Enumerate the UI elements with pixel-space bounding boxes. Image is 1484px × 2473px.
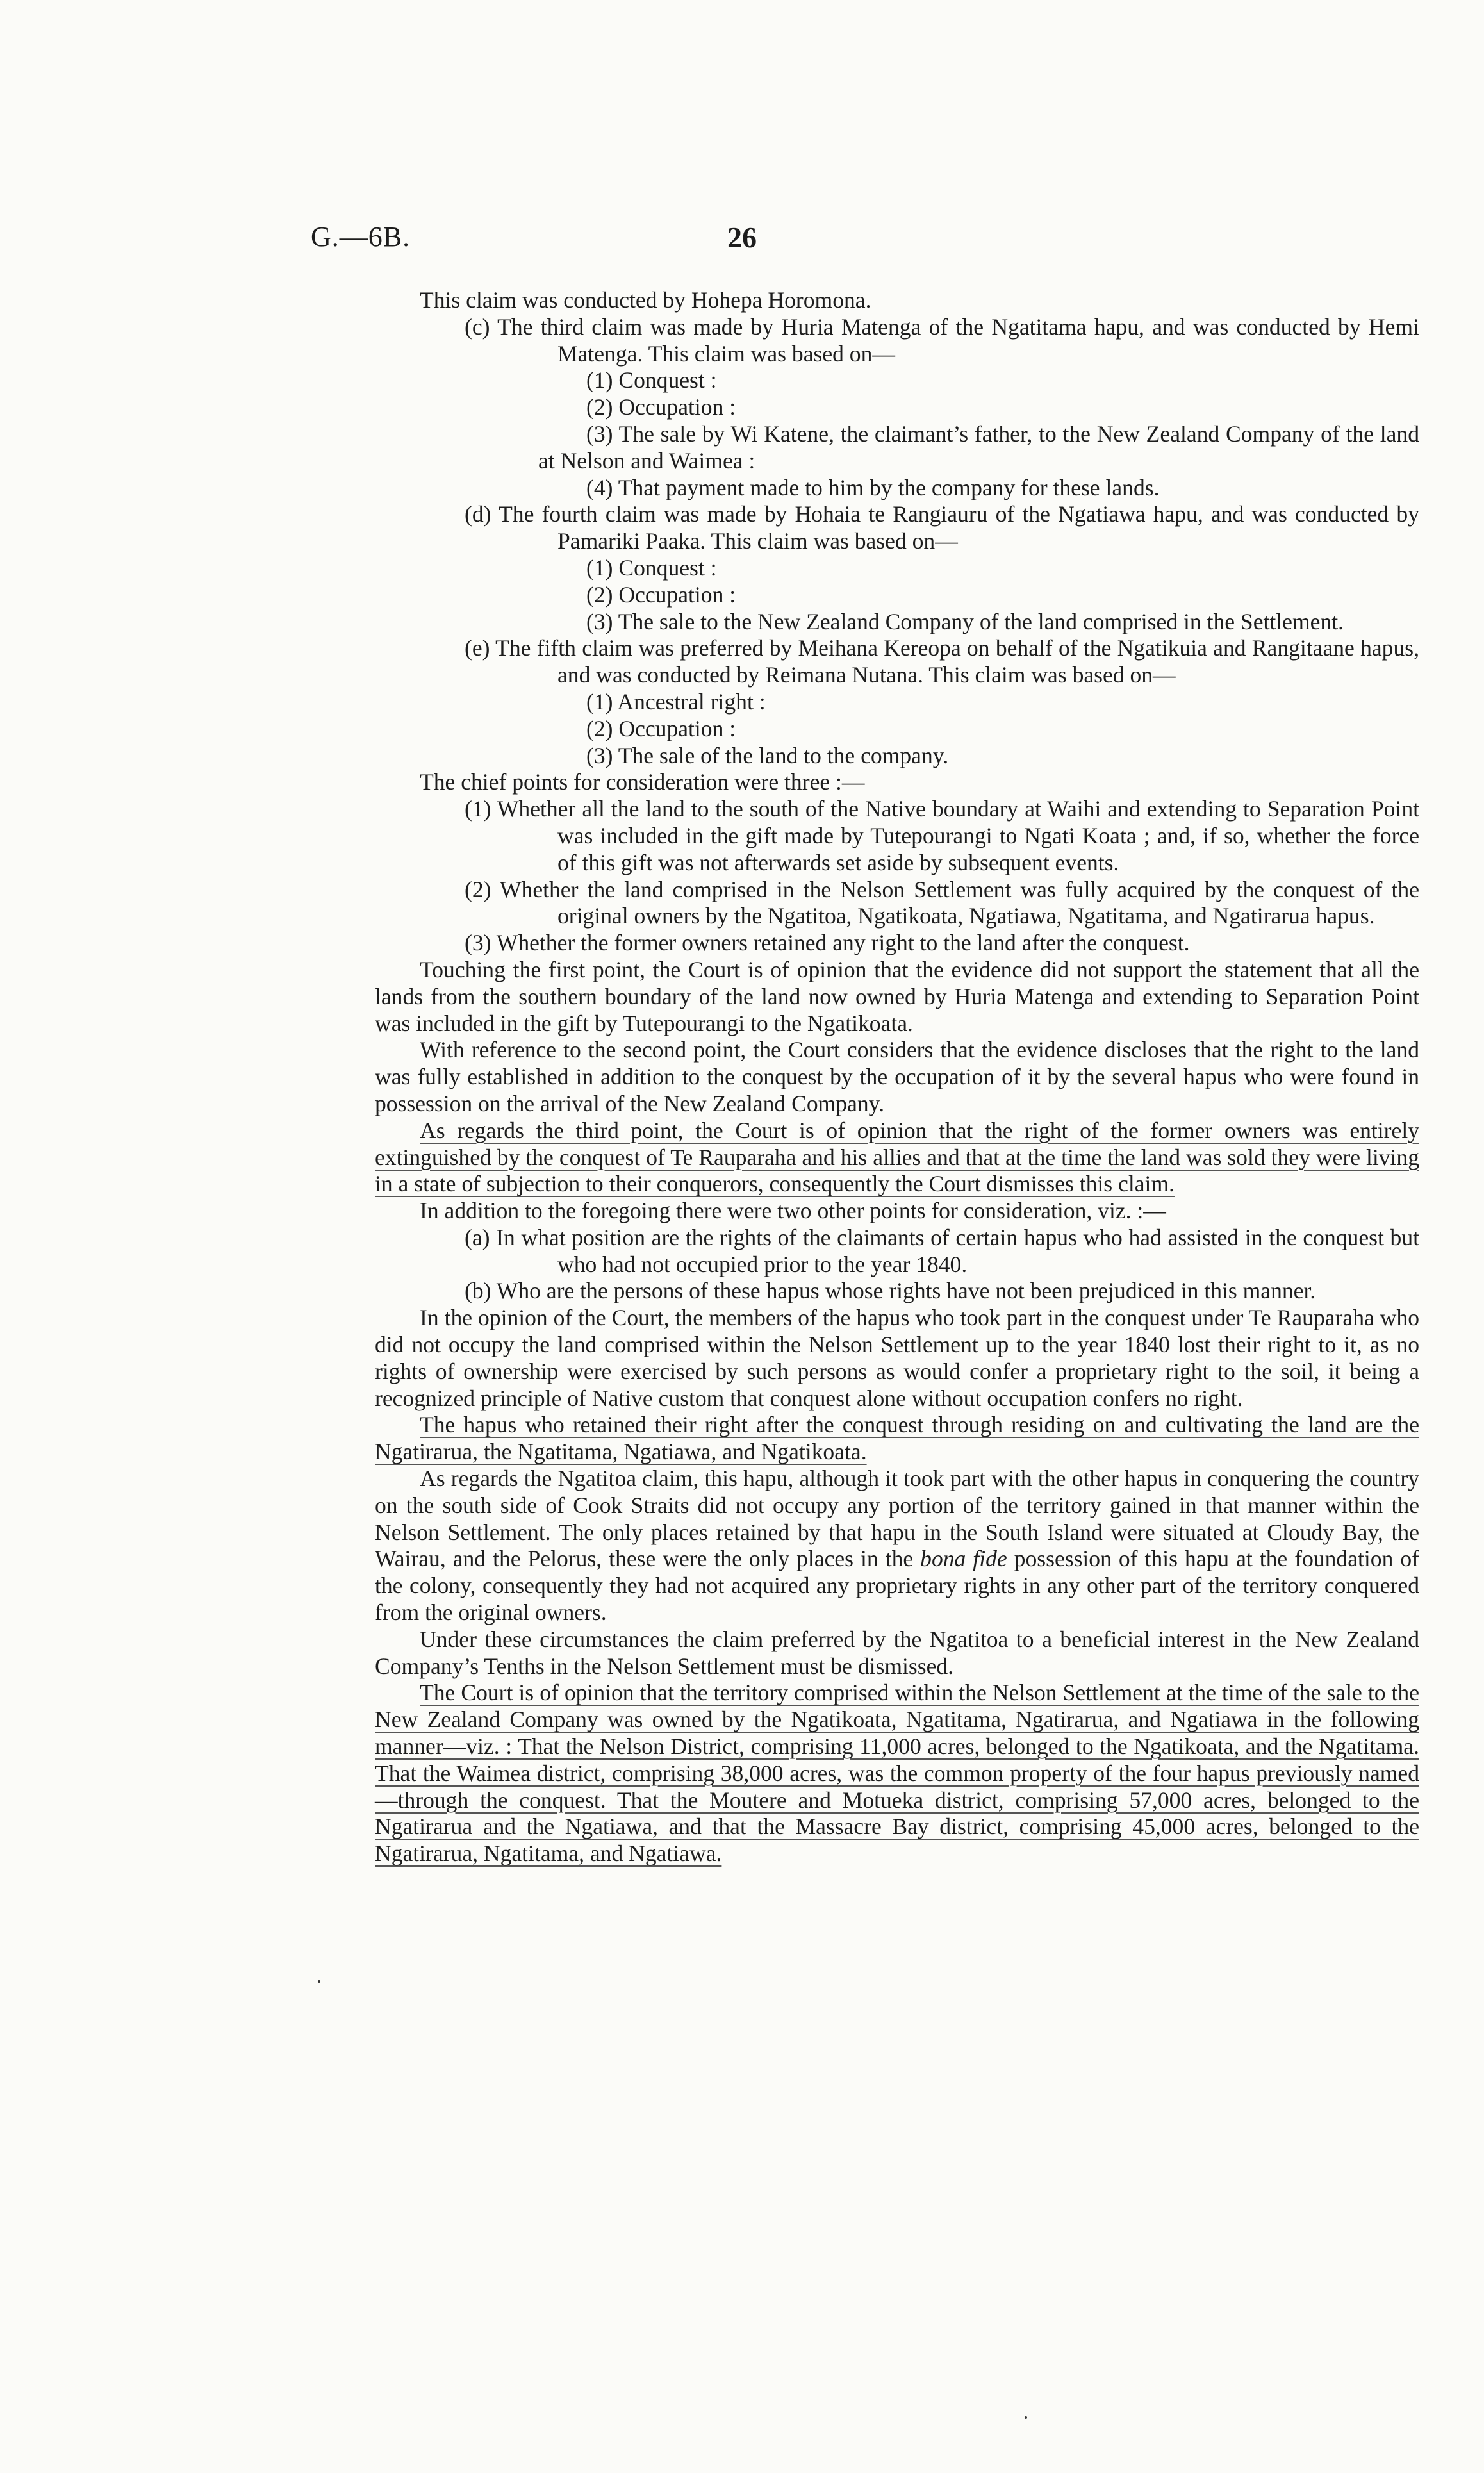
claim-e-label: (e) [465,635,490,661]
point-item: (3) Whether the former owners retained any right to the land after the conquest. [465,930,1190,956]
claim-d-text: The fourth claim was made by Hohaia te Rangiauru of the Ngatiawa hapu, and was conducted by Pamariki Paaka. This claim was based on— [499,501,1419,554]
claim-e-text: The fifth claim was preferred by Meihana Kereopa on behalf of the Ngatikuia and Rangitaane hapus, and was conducted by Reimana Nutana. This claim was based on— [495,635,1419,688]
claim-c-item: (4) That payment made to him by the company for these lands. [586,474,1160,500]
claim-e-item: (1) Ancestral right : [586,688,766,715]
claim-d [420,501,1419,555]
claim-d-label: (d) [465,501,491,527]
claim-e-item: (2) Occupation : [586,715,736,741]
claim-d-item: (2) Occupation : [586,581,736,608]
paragraph-ngatitoa [375,1466,1419,1626]
claim-e [420,635,1419,689]
page-number: 26 [727,221,757,254]
paragraph-third-point: As regards the third point, the Court is of opinion that the right of the former owners was entirely extinguished by the conquest of Te Rauparaha and his allies and that at the time the land was sold they were living in a state of subjection to their conquerors, consequently the Court dismisses this claim. [375,1117,1419,1197]
paragraph-intro: This claim was conducted by Hohepa Horomona. [420,287,871,313]
claim-e-item: (3) The sale of the land to the company. [586,742,949,768]
margin-speck [318,1980,320,1983]
paragraph-ngatitoa-part1: As regards the Ngatitoa claim, this hapu, although it took part with the other hapus in conquering the country on the south side of Cook Straits did not occupy any portion of the territory gained in that manner within the Nelson Settlement. The only places retained by that hapu in the South Island were situated at Cloudy Bay, the Wairau, and the Pelorus, these were the only places in the [375,1466,1419,1572]
paragraph-final: The Court is of opinion that the territory comprised within the Nelson Settlement at the time of the sale to the New Zealand Company was owned by the Ngatikoata, Ngatitama, Ngatirarua, and Ngatiawa in the following manner—viz. : That the Nelson District, comprising 11,000 acres, belonged to the Ngatikoata, and the Ngatitama. That the Waimea district, comprising 38,000 acres, was the common property of the four hapus previously named—through the conquest. That the Moutere and Motueka district, comprising 57,000 acres, belonged to the Ngatirarua and the Ngatiawa, and that the Massacre Bay district, comprising 45,000 acres, belonged to the Ngatirarua, Ngatitama, and Ngatiawa. [375,1680,1419,1867]
claim-c-label: (c) [465,313,490,340]
bottom-speck [1025,2416,1027,2419]
paragraph-second-point: With reference to the second point, the Court considers that the evidence discloses that the right to the land was fully established in addition to the conquest by the occupation of it by the several hapus who were found in possession on the arrival of the New Zealand Company. [375,1037,1419,1116]
claim-d-item: (3) The sale to the New Zealand Company of the land comprised in the Settlement. [586,608,1344,634]
paragraph-circumstances: Under these circumstances the claim preferred by the Ngatitoa to a beneficial interest in the New Zealand Company’s Tenths in the Nelson Settlement must be dismissed. [375,1626,1419,1679]
other-point-a-label: (a) [465,1224,490,1250]
other-point-a [420,1225,1419,1278]
claim-d-item: (1) Conquest : [586,554,717,581]
claim-c-item: (3) The sale by Wi Katene, the claimant’s father, to the New Zealand Company of the land at Nelson and Waimea : [538,420,1419,474]
claim-c-item: (2) Occupation : [586,394,736,420]
other-point-a-text: In what position are the rights of the claimants of certain hapus who had assisted in the conquest but who had not occupied prior to the year 1840. [496,1224,1419,1277]
claim-c-text: The third claim was made by Huria Matenga of the Ngatitama hapu, and was conducted by Hemi Matenga. This claim was based on— [497,313,1419,367]
document-series: G.—6B. [311,221,411,252]
paragraph-first-point: Touching the first point, the Court is of opinion that the evidence did not support the statement that all the lands from the southern boundary of the land now owned by Huria Matenga and extending to Separation Point was included in the gift by Tutepourangi to the Ngatikoata. [375,956,1419,1036]
claim-c [420,314,1419,368]
claim-c-item: (1) Conquest : [586,367,717,393]
paragraph-addition: In addition to the foregoing there were two other points for consideration, viz. :— [420,1198,1166,1224]
other-point-b-text: Who are the persons of these hapus whose rights have not been prejudiced in this manner. [496,1278,1316,1304]
document-body [375,287,1419,1867]
point-item: (1) Whether all the land to the south of the Native boundary at Waihi and extending to Separation Point was included in the gift made by Tutepourangi to Ngati Koata ; and, if so, whether the force of this gift was not afterwards set aside by subsequent events. [465,796,1419,875]
other-point-b [420,1278,1419,1305]
other-point-b-label: (b) [465,1278,491,1304]
point-item: (2) Whether the land comprised in the Nelson Settlement was fully acquired by the conquest of the original owners by the Ngatitoa, Ngatikoata, Ngatiawa, Ngatitama, and Ngatirarua hapus. [465,876,1419,929]
chief-points-heading: The chief points for consideration were three :— [420,769,865,795]
paragraph-retained: The hapus who retained their right after the conquest through residing on and cultivating the land are the Ngatirarua, the Ngatitama, Ngatiawa, and Ngatikoata. [375,1412,1419,1465]
paragraph-ngatitoa-part2: possession of this hapu at the foundation of the colony, consequently they had not acquired any proprietary rights in any other part of the territory conquered from the original owners. [375,1546,1419,1626]
paragraph-opinion: In the opinion of the Court, the members of the hapus who took part in the conquest under Te Rauparaha who did not occupy the land comprised within the Nelson Settlement up to the year 1840 lost their right to it, as no rights of ownership were exercised by such persons as would confer a proprietary right to the soil, it being a recognized principle of Native custom that conquest alone without occupation confers no right. [375,1305,1419,1411]
bona-fide-italic: bona fide [920,1546,1007,1572]
